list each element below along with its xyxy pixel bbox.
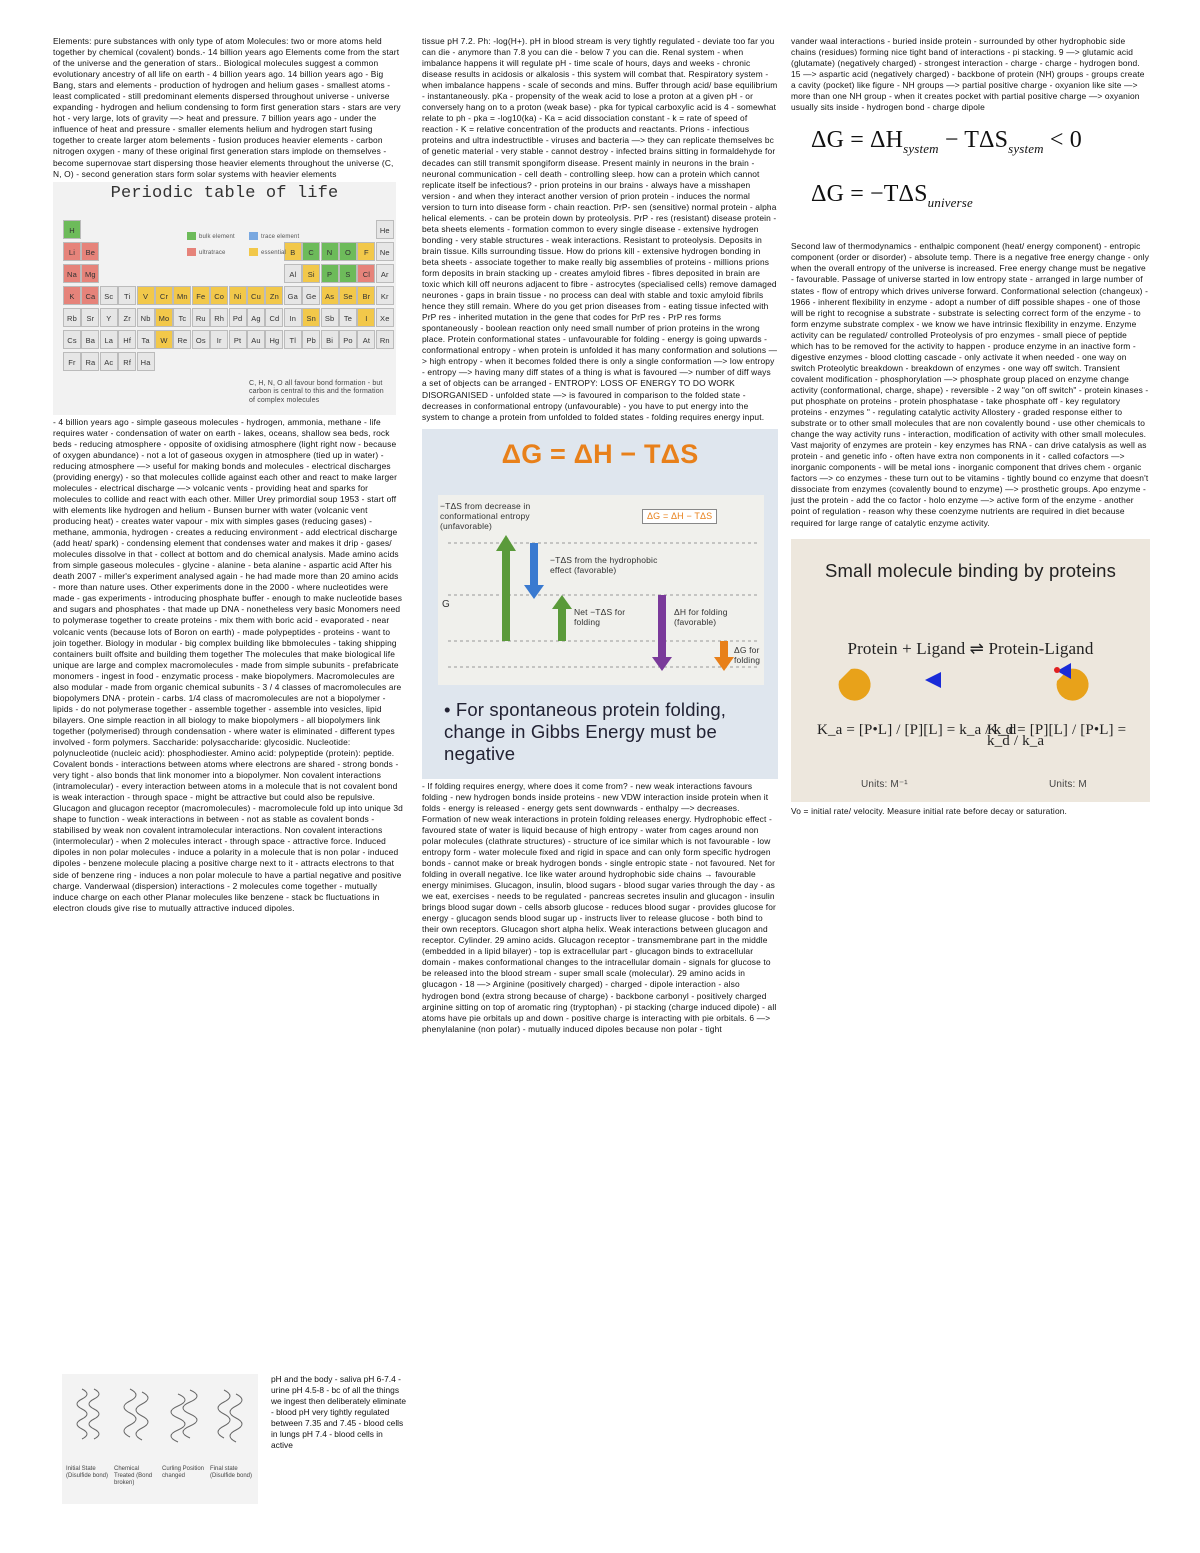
periodic-table-figure — [53, 182, 396, 415]
element-cell-ca: Ca — [81, 286, 99, 305]
label-dg-folding: ΔG for folding — [734, 644, 761, 665]
legend-swatch-trace — [249, 232, 258, 240]
pf-label-4: Final state (Disulfide bond) — [210, 1466, 253, 1479]
vanderwaal-paragraph: vander waal interactions - buried inside protein - surrounded by other hydrophobic side chains (residues) forming nice tight band of interactions - pi stacking. 9 —> glutamic acid (glutamate) (negatively charged) - strongest interaction - charge - charge - hydrogen bond. 15 —> aspartic acid (negatively charged) - backbone of protein (NH) groups - groups create a cavity (pocket) like figure - NH groups —> partial positive charge - oxyanion like site —> more than one NH group - when it creates pocket with partial positive charge —> oxyanion usually sits inside - hydrogen bond - charge dipole — [791, 36, 1145, 113]
element-cell-v: V — [137, 286, 155, 305]
disulfide-figure — [62, 1374, 258, 1504]
element-cell-rb: Rb — [63, 308, 81, 327]
element-cell-pb: Pb — [302, 330, 320, 349]
element-cell-in: In — [284, 308, 302, 327]
element-cell-cl: Cl — [357, 264, 375, 283]
gibbs-arrows — [438, 495, 764, 685]
legend-swatch-ultratrace — [187, 248, 196, 256]
origin-of-life-paragraph: - 4 billion years ago - simple gaseous molecules - hydrogen, ammonia, methane - life requires water - condensation of water on earth - lakes, oceans, shallow sea beds, rock beds - reducing atmosphere - opposite of oxidising atmosphere (light right now - because of oxygen abundance) - not a lot of gaseous oxygen in atmosphere (tied up in water) - reducing atmosphere —> useful for making bonds and molecules - electrical discharges (providing energy) - so that molecules collide against each other and react to make larger molecules - electrical discharge —> volcanic vents - providing heat and sparks for molecules to collide and react with each other. Miller Urey primordial soup 1953 - start off with elements like hydrogen and helium - Bunsen burner with water (volcanic vent producing heat) - creates water vapour - mix with simples gases (reducing gases) - methane, ammonia, hydrogen - creates a reducing environment - add electrical discharge (add heat/ spark) - condensing element that condenses water and makes it drip - gases/ molecules dissolve in that - collect at bottom and do chemical analysis. Made amino acids from simple gaseous molecules - glycine - alanine - beta alanine - aspartic acid After his death 2007 - miller's experiment analysed again - he had made more than 20 amino acids - more than nature uses. Other experiments done in the 2000 - where nucleotides were made - gas experiments - introducing phosphate buffer - enough to make nucleotide bases and sugars and phosphates - that made up DNA - nonetheless very basic Monomers need to polymerase together to create proteins - mix them with boric acid - evaporated - near volcanic vents (because lots of Boron on earth) - made polypeptides - proteins - want to join together. Biology in modular - big complex building like bbmolecules - taking shipping containers built offsite and building them together The molecules that make biological life unique are large and complex macromolecules - made from simple subunits - prefabricate monomers - ingest in food - enzymatic process - make biopolymers. Macromolecules are also modular - made from organic chemical subunits - 3 / 4 classes of macromolecules are biopolymers DNA - protein - carbs. 1/4 class of macromolecules are not a biopolymer - lipids - do not polymerase together - assemble together - assemble into vesicles, lipid bilayers. One simple reaction in all biology to make biopolymers - all biopolymers link together (polymerised) through condensation - where water is eliminated - different types involved - form polymers. Saccharide: polysaccharide: glycosidic. Nucleotide: polynucleotide (nucleic acid): phosphodiester. Amino acid: polypeptide (protein): peptide. Covalent bonds - interactions between atoms where electrons are shared - strong bonds - very tight - also bonds that link monomer into a biopolymer. Non covalent interactions (intramolecular) - every interaction between atoms in a molecule that is not covalent bond is weak interaction - through space - might be attractive but could also be repulsive. Glucagon and glucagon receptor (macromolecules) - macromolecule fold up into unique 3d shape to function - weak interactions in between - not as stable as covalent bonds - stabilised by weak non covalent intramolecular interactions. Non covalent interactions (intermolecular) - when 2 molecules interact - through space - attractive force. Induced dipoles in non polar molecules - induce a polarity in a molecule that is non polar - induced dipoles - benzene molecule placing a positive charge next to it - attracts electrons to that side of benzene ring - induces a non polar molecule to have a partial negative and positive charge. Vanderwaal (dispersion) interactions - 2 molecules come together - mutually induce charge on each other Planar molecules like benzene - stack bc fluctuations in electron clouds give rise to mutually attractive induced dipoles. — [53, 416, 403, 913]
element-cell-i: I — [357, 308, 375, 327]
ka-formula: K_a = [P•L] / [P][L] = k_a / k_d — [817, 721, 1017, 738]
eq2-sub: universe — [927, 195, 973, 211]
disulfide-diagram — [62, 1374, 258, 1504]
element-cell-ag: Ag — [247, 308, 265, 327]
ph-body-paragraph: pH and the body - saliva pH 6-7.4 - urine pH 4.5-8 - bc of all the things we ingest then deliberately eliminate - blood pH very tightly regulated between 7.35 and 7.45 - blood cells in lungs pH 7.4 - blood cells in active — [271, 1374, 407, 1451]
element-cell-ba: Ba — [81, 330, 99, 349]
element-cell-fe: Fe — [192, 286, 210, 305]
strand-3 — [124, 1389, 136, 1437]
element-cell-br: Br — [357, 286, 375, 305]
gibbs-energy-panel — [438, 495, 764, 685]
arrow-down-orange-head — [714, 657, 734, 671]
strand-6 — [183, 1390, 197, 1438]
strand-1 — [77, 1389, 87, 1439]
prion-paragraph: tissue pH 7.2. Ph: -log(H+). pH in blood stream is very tightly regulated - deviate too far you can die - anymore than 7.8 you can die - below 7 you can die. Renal system - when imbalance happens it will regulate pH - time scale of hours, days and weeks - chronic disease results in acidosis or alkalosis - this system will combat that. Respiratory system - when imbalance happens - scale of seconds and mins. Buffer through acid/ base equilibrium - instantaneously. pKa - propensity of the weak acid to lose a proton at a given pH - or conversely hang on to a proton (weak base) - pka for typical carboxylic acid is 4 - somewhat relate to ph - pka = -log10(ka) - Ka = acid dissociation constant - k = rate of speed of reaction - K = relative concentration of the products and reactants. Prions - infectious proteins and ultra indestructible - viruses and bacteria —> they can replicate themselves bc of genetic material - very stable - cannot destroy - infected brains sitting in formaldehyde for decades can still transmit spongiform disease. Present mainly in neurons in the brain - neuronal communication - cell death - controlling sleep. how can a protein which cannot replicate itself be infectious? - prion proteins in our brains - always have a misshapen version - and when they interact another version of prion protein - induces the normal version to turn into disease form - chain reaction. PrP- sen (sensitive) normal protein - alpha helical elements. - can be protein down by proteolysis. PrP - res (resistant) disease protein - beta sheets elements - formation common to every single disease - extensive hydrogen bonding - very stable structures - weak interactions. Resistant to proteolysis. Deposits in brain tissue. Kills surrounding tissue. How do prions kill - extensive hydrogen bonding in beta sheets - associate together to make really big assemblies of proteins - millions prions form deposits in brain stacking up - creates amyloid fibres - fibres deposited in brain are toxic which kill off neurons adjacent to fibre - astrocytes (specialised cells) remove damaged neurones - gaps in brain tissue - no process can deal with stable and toxic amyloid fibrils hence they still remain. Where do you get prion diseases from - eating tissue infected with PrP res - inherited mutation in the gene that codes for PrP res - PrP res forms spontaneously - boolean reaction only need small number of prion proteins in the wrong place. Protein conformational states - unfavourable for folding - energy is going upwards - conformational entropy - when protein is unfolded it has many conformation and solutions —> high entropy - when it becomes folded there is only a single conformation —> low entropy - entropy —> having many diff states of a thing is what is favoured —> number of diff ways a set of objects can be arranged - ENTROPY: LOSS OF ENERGY TO DO WORK DISORGANISED - unfolded state —> is favoured in comparison to the folded state - decreases in conformational entropy (unfavourable) - you have to put energy into the system to change a protein from unfolded to folded states - folding requires energy input. — [422, 36, 778, 422]
element-cell-cd: Cd — [265, 308, 283, 327]
element-cell-bi: Bi — [321, 330, 339, 349]
element-cell-w: W — [155, 330, 173, 349]
element-cell-rh: Rh — [210, 308, 228, 327]
element-cell-al: Al — [284, 264, 302, 283]
eq2-part1: ΔG = −TΔS — [811, 181, 928, 208]
element-cell-tc: Tc — [173, 308, 191, 327]
element-cell-zr: Zr — [118, 308, 136, 327]
element-cell-cu: Cu — [247, 286, 265, 305]
element-cell-si: Si — [302, 264, 320, 283]
gibbs-bullet-point: • For spontaneous protein folding, change in Gibbs Energy must be negative — [444, 698, 727, 764]
strand-7 — [218, 1390, 230, 1438]
eq1-part2: − TΔS — [938, 127, 1009, 154]
ligand-triangle-icon — [925, 672, 941, 688]
vo-paragraph: Vo = initial rate/ velocity. Measure initial rate before decay or saturation. — [791, 805, 1068, 816]
element-cell-kr: Kr — [376, 286, 394, 305]
element-cell-xe: Xe — [376, 308, 394, 327]
element-cell-ne: Ne — [376, 242, 394, 261]
element-cell-nb: Nb — [137, 308, 155, 327]
element-cell-li: Li — [63, 242, 81, 261]
legend-trace: trace element — [261, 233, 300, 240]
column-2 — [422, 36, 778, 1035]
pf-label-2: Chemical Treated (Bond broken) — [114, 1466, 153, 1486]
binding-shapes — [791, 539, 1150, 802]
periodic-table-note: C, H, N, O all favour bond formation - but carbon is central to this and the formation of complex molecules — [249, 379, 384, 404]
gibbs-bullet-text: For spontaneous protein folding, change in Gibbs Energy must be negative — [444, 698, 727, 764]
element-cell-y: Y — [100, 308, 118, 327]
eq1-part1: ΔG = ΔH — [811, 127, 904, 154]
small-molecule-binding-figure — [791, 539, 1150, 802]
strand-8 — [230, 1394, 242, 1442]
legend-ultratrace: ultratrace — [199, 249, 226, 256]
element-cell-ar: Ar — [376, 264, 394, 283]
smb-title: Small molecule binding by proteins — [825, 559, 1116, 581]
element-cell-re: Re — [173, 330, 191, 349]
element-cell-la: La — [100, 330, 118, 349]
units-ka: Units: M⁻¹ — [861, 778, 908, 790]
arrow-net-green-head — [552, 595, 572, 609]
units-kd: Units: M — [1049, 778, 1087, 790]
element-cell-sb: Sb — [321, 308, 339, 327]
label-hydrophobic-effect: −TΔS from the hydrophobic effect (favorable) — [550, 554, 658, 575]
element-cell-sc: Sc — [100, 286, 118, 305]
element-cell-ra: Ra — [81, 352, 99, 371]
element-cell-fr: Fr — [63, 352, 81, 371]
element-cell-c: C — [302, 242, 320, 261]
element-cell-s: S — [339, 264, 357, 283]
label-net-tds: Net −TΔS for folding — [574, 606, 626, 627]
element-cell-ge: Ge — [302, 286, 320, 305]
second-law-equations — [791, 127, 1150, 237]
label-dh-folding: ΔH for folding (favorable) — [674, 606, 728, 627]
element-cell-ir: Ir — [210, 330, 228, 349]
element-cell-mn: Mn — [173, 286, 191, 305]
element-cell-rf: Rf — [118, 352, 136, 371]
periodic-table-title: Periodic table of life — [110, 183, 339, 203]
element-cell-at: At — [357, 330, 375, 349]
element-cell-cs: Cs — [63, 330, 81, 349]
element-cell-as: As — [321, 286, 339, 305]
column-3 — [791, 36, 1150, 817]
eq1-sub1: system — [903, 141, 939, 157]
element-cell-b: B — [284, 242, 302, 261]
pf-label-3: Curling Position changed — [162, 1466, 205, 1479]
element-cell-ac: Ac — [100, 352, 118, 371]
gibbs-figure — [422, 429, 778, 779]
equation-system — [811, 127, 1082, 157]
element-cell-h: H — [63, 220, 81, 239]
element-cell-ta: Ta — [137, 330, 155, 349]
element-cell-mg: Mg — [81, 264, 99, 283]
element-cell-he: He — [376, 220, 394, 239]
element-cell-ni: Ni — [229, 286, 247, 305]
thermodynamics-paragraph: Second law of thermodynamics - enthalpic component (heat/ energy component) - entropic component (order or disorder) - absolute temp. There is a negative free energy change - only when the overall entropy of the universe is increased. Free energy change must be negative - favourable. Passage of universe started in low entropy state - arranged in large number of states - flow of entropy which drives universe forward. Conformational selection (changeux) - 1966 - inherent flexibility in enzyme - adopt a number of diff possible shapes - one of those will be right to recognise a substrate - substrate is selecting correct form of the enzyme - to form enzyme substrate complex - we know we have intrinsic flexibility in enzyme. Enzyme activity can be regulated/ controlled Proteolysis of pro enzymes - small piece of peptide which has to be removed for the activity to happen - produce enzyme in an inactive form - digestive enzymes - blood clotting cascade - only activate it when needed - one way on switch Proteolytic breakdown - breakdown of enzymes - one way off switch. Transient covalent modification - phosphorylation —> phosphate group placed on enzyme change activity (conformational, charge, shape) - reversible - 2 way "on off switch" - protein kinases - put phosphate on proteins - protein phosphatase - take phosphate off - key regulatory proteins - enzymes " - regulating catalytic activity Allostery - graded response either to substrate or to other small molecules that are non covalently bound - use other chemicals to change the way activity runs - interaction, modification of activity with other small molecules. Vast majority of enzymes are protein - key enzymes has RNA - can drive catalysis as well as protein - and genetic info - often have extra non components in it - called cofactors —> inorganic components - will be metal ions - inorganic component that drives chem - organic factors —> co enzymes - these turn out to be vitamins - tightly bound co enzyme that doesn't dissociate from enzymes (covalently bound to enzyme) —> prosthetic groups. Apo enzyme - just the protein - add the co factor - holo enzyme —> active form of the enzyme - another point of regulation - reason why these coenzyme nutrients are required in diet because required for large range of catalytic enzyme activity. — [791, 241, 1150, 528]
element-cell-ha: Ha — [137, 352, 155, 371]
strand-5 — [171, 1394, 185, 1442]
element-cell-te: Te — [339, 308, 357, 327]
binding-site-marker — [1054, 667, 1060, 673]
element-cell-n: N — [321, 242, 339, 261]
strand-4 — [136, 1392, 148, 1440]
binding-equation: Protein + Ligand ⇌ Protein-Ligand — [847, 638, 1094, 658]
protein-pacman-icon — [839, 668, 871, 700]
element-cell-mo: Mo — [155, 308, 173, 327]
element-cell-ru: Ru — [192, 308, 210, 327]
pf-label-1: Initial State (Disulfide bond) — [66, 1466, 109, 1479]
element-cell-f: F — [357, 242, 375, 261]
element-cell-sn: Sn — [302, 308, 320, 327]
element-cell-be: Be — [81, 242, 99, 261]
element-cell-rn: Rn — [376, 330, 394, 349]
label-gibbs-box: ΔG = ΔH − TΔS — [642, 509, 717, 524]
element-cell-cr: Cr — [155, 286, 173, 305]
arrow-down-purple-head — [652, 657, 672, 671]
element-cell-hf: Hf — [118, 330, 136, 349]
element-cell-zn: Zn — [265, 286, 283, 305]
axis-g-label: G — [442, 598, 450, 610]
column-1 — [53, 36, 403, 914]
element-cell-po: Po — [339, 330, 357, 349]
legend-essential: essential — [261, 249, 287, 256]
element-cell-na: Na — [63, 264, 81, 283]
element-cell-os: Os — [192, 330, 210, 349]
strand-2 — [89, 1389, 99, 1439]
legend-swatch-essential — [249, 248, 258, 256]
equation-universe — [811, 181, 973, 211]
element-cell-sr: Sr — [81, 308, 99, 327]
element-cell-ga: Ga — [284, 286, 302, 305]
legend-bulk: bulk element — [199, 233, 235, 240]
element-cell-hg: Hg — [265, 330, 283, 349]
element-cell-se: Se — [339, 286, 357, 305]
label-conformational-entropy: −TΔS from decrease in conformational entropy (unfavorable) — [440, 500, 531, 531]
element-cell-au: Au — [247, 330, 265, 349]
arrow-down-blue-head — [524, 585, 544, 599]
element-cell-co: Co — [210, 286, 228, 305]
intro-paragraph: Elements: pure substances with only type of atom Molecules: two or more atoms held together by chemical (covalent) bonds.- 14 billion years ago Elements come from the start of the universe and the generation of stars.. Biological molecules suggest a common evolutionary ancestry of all life on earth - 4 billion years ago. 14 billion years ago - Big Bang, stars and elements - production of hydrogen and helium gases - smallest atoms - least complicated - still predominant elements dispersed throughout universe - universe expanding - hydrogen and helium condensing to form first generation stars - stars are very hot - very large, lots of gravity —> heat and pressure. 7 billion years ago - under the influence of heat and pressure - smaller elements helium and hydrogen start fusing together to create larger atom belements - fusion produces heavier elements - carbon nitrogen oxygen - many of these original first generation stars implode on themselves - become supernovae start dispersing those heavier elements throughout the universe (C, N, O) - second generation stars form solar systems with heavier elements — [53, 36, 401, 179]
eq1-part3: < 0 — [1043, 127, 1082, 154]
element-cell-o: O — [339, 242, 357, 261]
element-cell-pd: Pd — [229, 308, 247, 327]
kd-formula: K_d = [P][L] / [P•L] = k_d / k_a — [987, 721, 1127, 749]
element-cell-ti: Ti — [118, 286, 136, 305]
folding-energy-paragraph: - If folding requires energy, where does it come from? - new weak interactions favours folding - new hydrogen bonds inside proteins - new VDW interaction inside protein when it folds - energy is released - energy gets sent downwards - enthalpy —> decreases. Formation of new weak interactions in protein folding releases energy. Hydrophobic effect - favoured state of water is liquid because of high entropy - water from cages around non polar molecules (clathrate structures) - structure of ice similar which is not favourable - low entropy form - water molecule fixed and rigid in space and can only form specific hydrogen bonds - cannot make or break hydrogen bonds - single entropic state - not favoured. Net for folding in overall negative. Ice like water around hydrophobic side chains → favourable energy minimises. Glucagon, insulin, blood sugars - blood sugar varies through the day - as we eat, exercises - needs to be regulated - pancreas secretes insulin and glucagon - insulin brings blood sugar down - cells absorb glucose - reduces blood sugar - provides glucose for energy - glucagon sends blood sugar up - instructs liver to release glucose - both bind to their own receptors. Glucagon short alpha helix. Weak interactions between glucagon and receptor. Cylinder. 29 amino acids. Glucagon receptor - transmembrane part in the middle (embedded in a lipid bilayer) - top is extracellular part - glucagon binds to extracellular domain - makes conformational changes to the intracellular domain - signals for glucose to be released into the blood stream - super small scale (molecular). 29 amino acids in glucagon - 18 —> Arginine (positively charged) - charged - dipole interaction - also hydrogen bond (extra strong because of charge) - backbone carbonyl - positively charged arginine sitting on top of aromatic ring (tryptophan) - pi stacking (charge induced dipole) - all atoms have pie orbitals up and down - positive charge is interacting with pie orbitals. 6 —> phenylalanine (non polar) - mutually induced dipoles because non polar - tight — [422, 780, 777, 1034]
legend-swatch-bulk — [187, 232, 196, 240]
element-cell-k: K — [63, 286, 81, 305]
gibbs-title: ΔG = ΔH − TΔS — [501, 438, 699, 469]
element-cell-tl: Tl — [284, 330, 302, 349]
eq1-sub2: system — [1008, 141, 1044, 157]
element-cell-pt: Pt — [229, 330, 247, 349]
element-cell-p: P — [321, 264, 339, 283]
